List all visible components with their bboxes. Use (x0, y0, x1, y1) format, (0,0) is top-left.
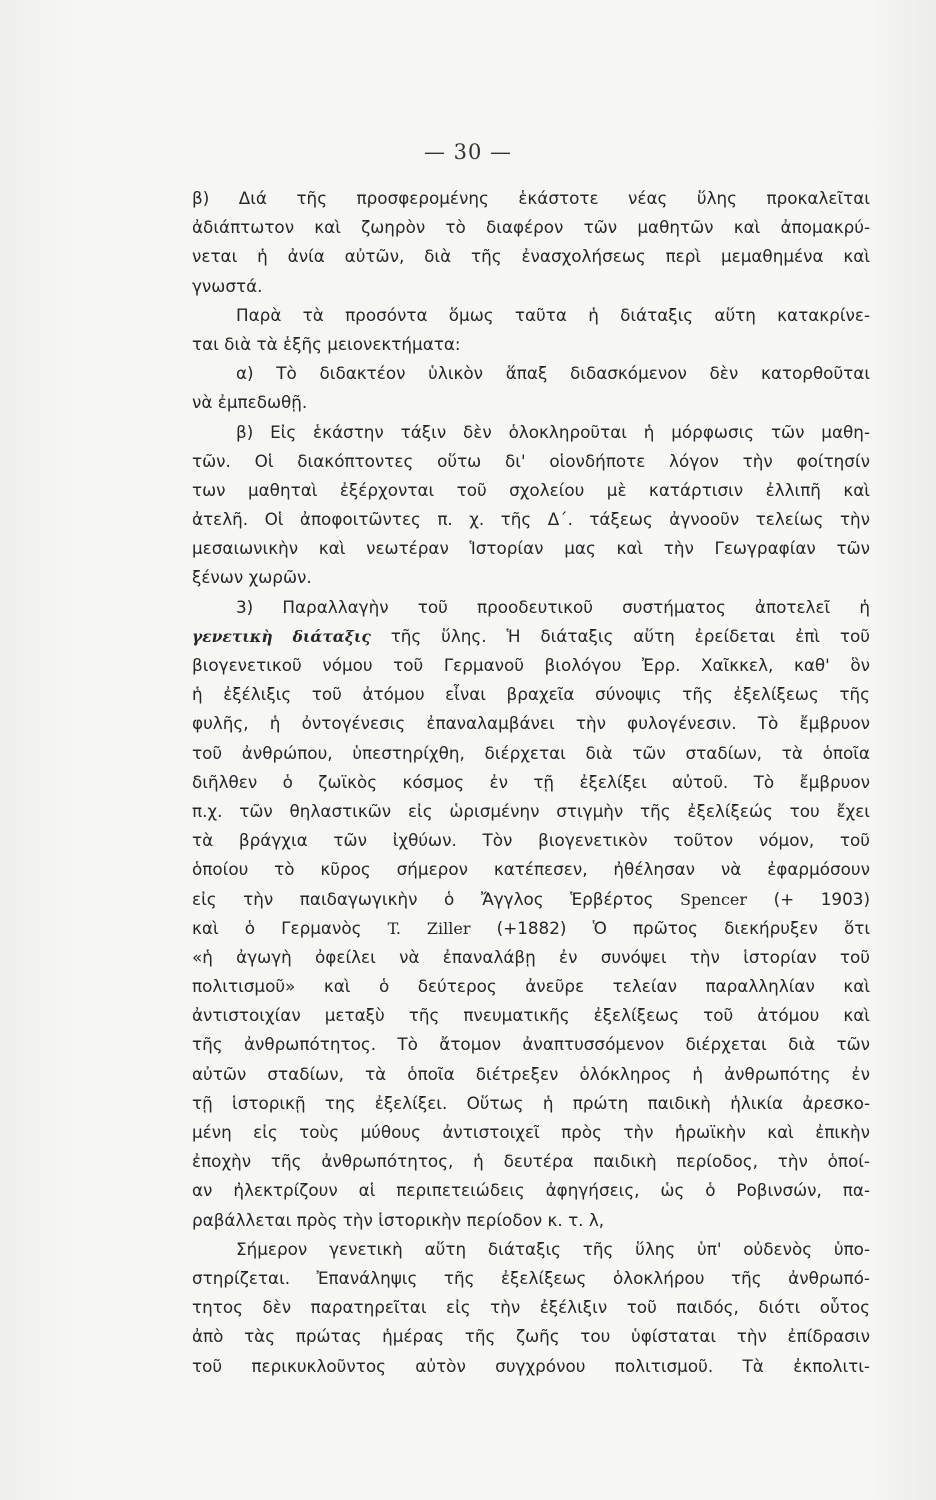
text-line (192, 447, 870, 476)
text-segment: α) Τὸ διδακτέον ὑλικὸν ἅπαξ διδασκόμενον δὲν κατορθοῦται (236, 363, 870, 384)
text-segment: π.χ. τῶν θηλαστικῶν εἰς ὡρισμένην στιγμὴν τῆς ἐξελίξεώς του ἔχει (192, 800, 870, 821)
page-number: — 30 — (423, 140, 513, 164)
text-line (192, 563, 870, 592)
text-segment: 3) Παραλλαγὴν τοῦ προοδευτικοῦ συστήματος ἀποτελεῖ ἡ (236, 596, 870, 617)
text-line (192, 972, 870, 1001)
text-segment: ται διὰ τὰ ἑξῆς μειονεκτήματα: (192, 333, 461, 354)
text-segment: β) Εἰς ἑκάστην τάξιν δὲν ὁλοκληροῦται ἡ μόρφωσις τῶν μαθη- (236, 421, 870, 442)
text-segment: ἀδιάπτωτον καὶ ζωηρὸν τὸ διαφέρον τῶν μαθητῶν καὶ ἀπομακρύ- (192, 217, 870, 238)
text-line (192, 1060, 870, 1089)
text-line (192, 418, 870, 447)
text-segment: ἀτελῆ. Οἱ ἀποφοιτῶντες π. χ. τῆς Δ΄. τάξεως ἀγνοοῦν τελείως τὴν (192, 509, 870, 530)
text-segment: νὰ ἐμπεδωθῇ. (192, 392, 308, 413)
text-line (192, 826, 870, 855)
text-line (192, 534, 870, 563)
body-text (192, 184, 870, 1381)
text-segment: ἀντιστοιχίαν μεταξὺ τῆς πνευματικῆς ἐξελίξεως τοῦ ἀτόμου καὶ (192, 1005, 870, 1026)
emphasized-term: γενετικὴ διάταξις (192, 626, 371, 646)
text-segment: φυλῆς, ἡ ὀντογένεσις ἐπαναλαμβάνει τὴν φυλογένεσιν. Τὸ ἔμβρυον (192, 713, 870, 734)
text-segment: στηρίζεται. Ἐπανάληψις τῆς ἐξελίξεως ὁλοκλήρου τῆς ἀνθρωπό- (192, 1267, 870, 1288)
text-segment: τοῦ ἀνθρώπου, ὑπεστηρίχθη, διέρχεται διὰ τῶν σταδίων, τὰ ὁποῖα (192, 742, 870, 763)
text-segment: ραβάλλεται πρὸς τὴν ἱστορικὴν περίοδον κ. τ. λ, (192, 1209, 605, 1230)
text-segment: τῶν. Οἱ διακόπτοντες οὕτω δι' οἱονδήποτε λόγον τὴν φοίτησίν (192, 450, 870, 471)
text-segment: Παρὰ τὰ προσόντα ὅμως ταῦτα ἡ διάταξις αὕτη κατακρίνε- (236, 304, 870, 325)
text-segment: των μαθηταὶ ἐξέρχονται τοῦ σχολείου μὲ κατάρτισιν ἐλλιπῆ καὶ (192, 479, 870, 500)
text-line (192, 1206, 870, 1235)
text-segment: μένη εἰς τοὺς μύθους ἀντιστοιχεῖ πρὸς τὴν ἡρωϊκὴν καὶ ἐπικὴν (192, 1122, 870, 1142)
text-segment: ἡ ἐξέλιξις τοῦ ἀτόμου εἶναι βραχεῖα σύνοψις τῆς ἐξελίξεως τῆς (192, 684, 870, 705)
text-line (192, 1264, 870, 1293)
text-segment: τῆς ἀνθρωπότητος. Τὸ ἄτομον ἀναπτυσσόμενον διέρχεται διὰ τῶν (192, 1034, 870, 1055)
latin-name: T. Ziller (387, 918, 471, 938)
text-segment: αν ἠλεκτρίζουν αἱ περιπετειώδεις ἀφηγήσεις, ὡς ὁ Ροβινσών, πα- (192, 1180, 870, 1201)
text-line (192, 1322, 870, 1351)
text-segment: (+ 1903) (747, 888, 871, 909)
text-line (192, 593, 870, 622)
text-line (192, 476, 870, 505)
text-line (192, 622, 870, 651)
text-line (192, 680, 870, 709)
text-segment: τῆς ὕλης. Ἡ διάταξις αὕτη ἐρείδεται ἐπὶ τοῦ (370, 625, 870, 646)
text-line (192, 1147, 870, 1176)
text-line (192, 1089, 870, 1118)
text-line (192, 1293, 870, 1322)
text-line (192, 1118, 870, 1147)
text-line (192, 1176, 870, 1205)
text-segment: τὰ βράγχια τῶν ἰχθύων. Τὸν βιογενετικὸν τοῦτον νόμον, τοῦ (192, 830, 870, 851)
text-segment: βιογενετικοῦ νόμου τοῦ Γερμανοῦ βιολόγου Ἐρρ. Χαῖκκελ, καθ' ὃν (192, 655, 870, 675)
text-line (192, 1001, 870, 1030)
text-line (192, 388, 870, 417)
text-segment: μεσαιωνικὴν καὶ νεωτέραν Ἱστορίαν μας καὶ τὴν Γεωγραφίαν τῶν (192, 538, 870, 559)
text-line (192, 1030, 870, 1059)
text-line (192, 1235, 870, 1264)
text-segment: (+1882) Ὁ πρῶτος διεκήρυξεν ὅτι (470, 917, 870, 938)
text-segment: διῆλθεν ὁ ζωϊκὸς κόσμος ἐν τῇ ἐξελίξει αὐτοῦ. Τὸ ἔμβρυον (192, 771, 870, 792)
text-line (192, 1352, 870, 1381)
text-line (192, 797, 870, 826)
text-line (192, 709, 870, 738)
text-segment: γνωστά. (192, 275, 263, 296)
text-line (192, 739, 870, 768)
text-segment: ὁποίου τὸ κῦρος σήμερον κατέπεσεν, ἠθέλησαν νὰ ἐφαρμόσουν (192, 859, 870, 880)
text-line (192, 213, 870, 242)
text-line (192, 943, 870, 972)
text-line (192, 184, 870, 213)
text-segment: β) Διά τῆς προσφερομένης ἑκάστοτε νέας ὕλης προκαλεῖται (192, 188, 870, 208)
text-segment: τοῦ περικυκλοῦντος αὐτὸν συγχρόνου πολιτισμοῦ. Τὰ ἐκπολιτι- (192, 1355, 870, 1376)
text-line (192, 768, 870, 797)
text-line (192, 242, 870, 271)
text-line (192, 505, 870, 534)
text-segment: Σήμερον γενετικὴ αὕτη διάταξις τῆς ὕλης ὑπ' οὐδενὸς ὑπο- (236, 1238, 870, 1259)
text-line (192, 855, 870, 884)
latin-name: Spencer (679, 889, 748, 909)
text-segment: νεται ἡ ἀνία αὐτῶν, διὰ τῆς ἐνασχολήσεως περὶ μεμαθημένα καὶ (192, 246, 870, 267)
text-segment: «ἡ ἀγωγὴ ὀφείλει νὰ ἐπαναλάβῃ ἐν συνόψει τὴν ἱστορίαν τοῦ (192, 946, 870, 967)
text-segment: ξένων χωρῶν. (192, 567, 312, 588)
text-line (192, 359, 870, 388)
text-line (192, 651, 870, 680)
text-line (192, 914, 870, 943)
text-segment: αὐτῶν σταδίων, τὰ ὁποῖα διέτρεξεν ὁλόκληρος ἡ ἀνθρωπότης ἐν (192, 1063, 870, 1084)
text-line (192, 301, 870, 330)
text-segment: πολιτισμοῦ» καὶ ὁ δεύτερος ἀνεῦρε τελείαν παραλληλίαν καὶ (192, 976, 870, 997)
text-segment: τῇ ἱστορικῇ της ἐξελίξει. Οὕτως ἡ πρώτη παιδικὴ ἡλικία ἀρεσκο- (192, 1092, 870, 1113)
text-segment: εἰς τὴν παιδαγωγικὴν ὁ Ἄγγλος Ἑρβέρτος (192, 888, 680, 909)
text-line (192, 330, 870, 359)
text-segment: τητος δὲν παρατηρεῖται εἰς τὴν ἐξέλιξιν τοῦ παιδός, διότι οὗτος (192, 1297, 870, 1318)
text-line (192, 885, 870, 914)
text-line (192, 272, 870, 301)
text-segment: καὶ ὁ Γερμανὸς (192, 917, 388, 938)
text-segment: ἐποχὴν τῆς ἀνθρωπότητος, ἡ δευτέρα παιδικὴ περίοδος, τὴν ὁποί- (192, 1151, 870, 1172)
text-segment: ἀπὸ τὰς πρώτας ἡμέρας τῆς ζωῆς του ὑφίσταται τὴν ἐπίδρασιν (192, 1326, 870, 1347)
